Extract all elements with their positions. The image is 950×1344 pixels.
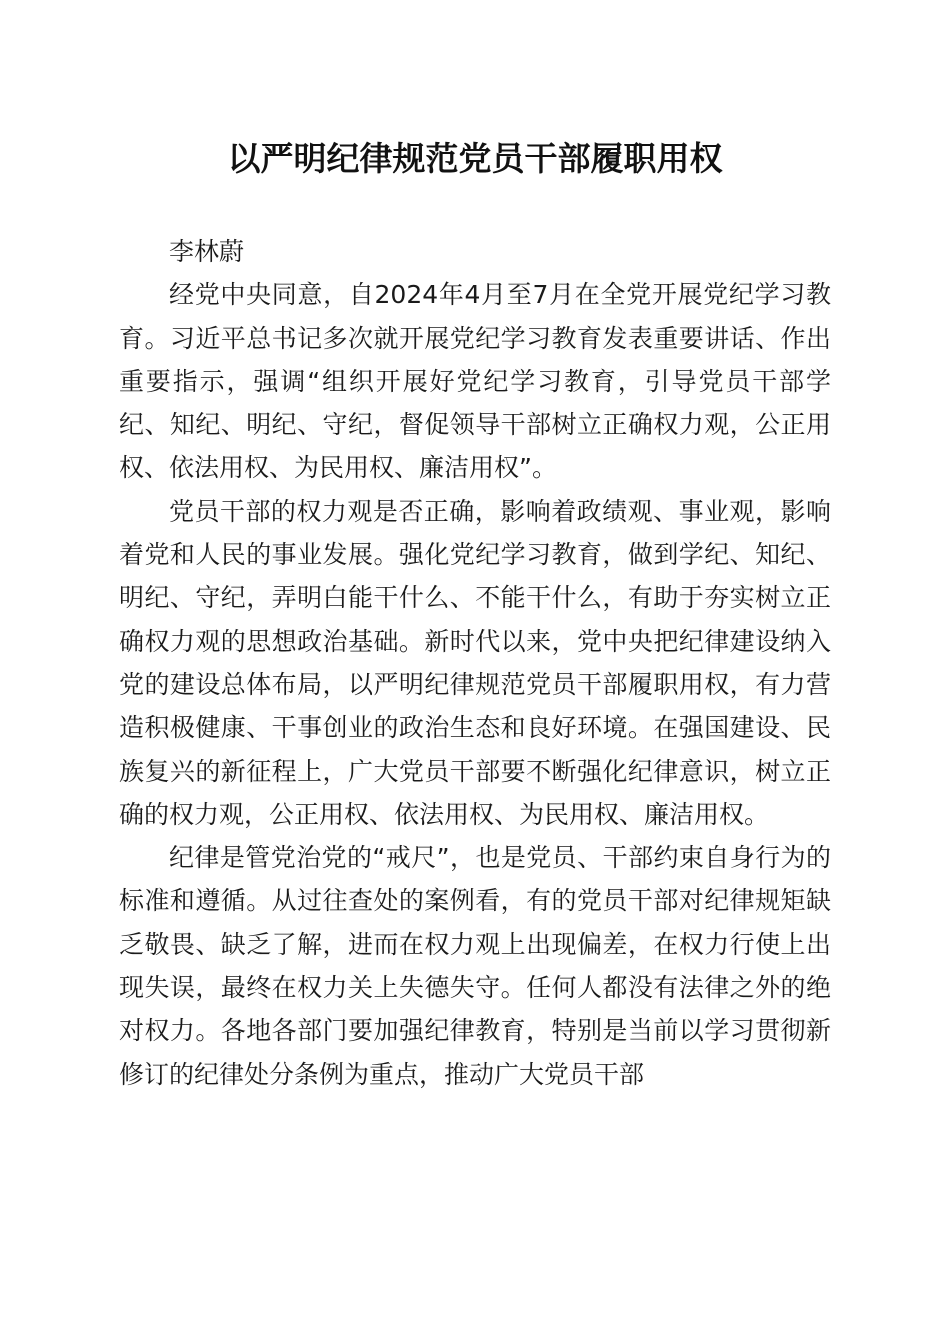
article-title: 以严明纪律规范党员干部履职用权 — [227, 139, 723, 178]
author-name: 李林蔚 — [169, 237, 245, 266]
paragraph-2: 党员干部的权力观是否正确，影响着政绩观、事业观，影响着党和人民的事业发展。强化党纪学习教育，做到学纪、知纪、明纪、守纪，弄明白能干什么、不能干什么，有助于夯实树立正确权力观的思想政治基础。新时代以来，党中央把纪律建设纳入党的建设总体布局，以严明纪律规范党员干部履职用权，有力营造积极健康、干事创业的政治生态和良好环境。在强国建设、民族复兴的新征程上，广大党员干部要不断强化纪律意识，树立正确的权力观，公正用权、依法用权、为民用权、廉洁用权。 — [119, 496, 831, 829]
paragraph-1: 经党中央同意，自2024年4月至7月在全党开展党纪学习教育。习近平总书记多次就开展党纪学习教育发表重要讲话、作出重要指示，强调“组织开展好党纪学习教育，引导党员干部学纪、知纪、明纪、守纪，督促领导干部树立正确权力观，公正用权、依法用权、为民用权、廉洁用权”。 — [119, 280, 831, 483]
paragraph-3: 纪律是管党治党的“戒尺”，也是党员、干部约束自身行为的标准和遵循。从过往查处的案例看，有的党员干部对纪律规矩缺乏敬畏、缺乏了解，进而在权力观上出现偏差，在权力行使上出现失误，最终在权力关上失德失守。任何人都没有法律之外的绝对权力。各地各部门要加强纪律教育，特别是当前以学习贯彻新修订的纪律处分条例为重点，推动广大党员干部 — [119, 843, 831, 1089]
article-body — [119, 230, 831, 1096]
